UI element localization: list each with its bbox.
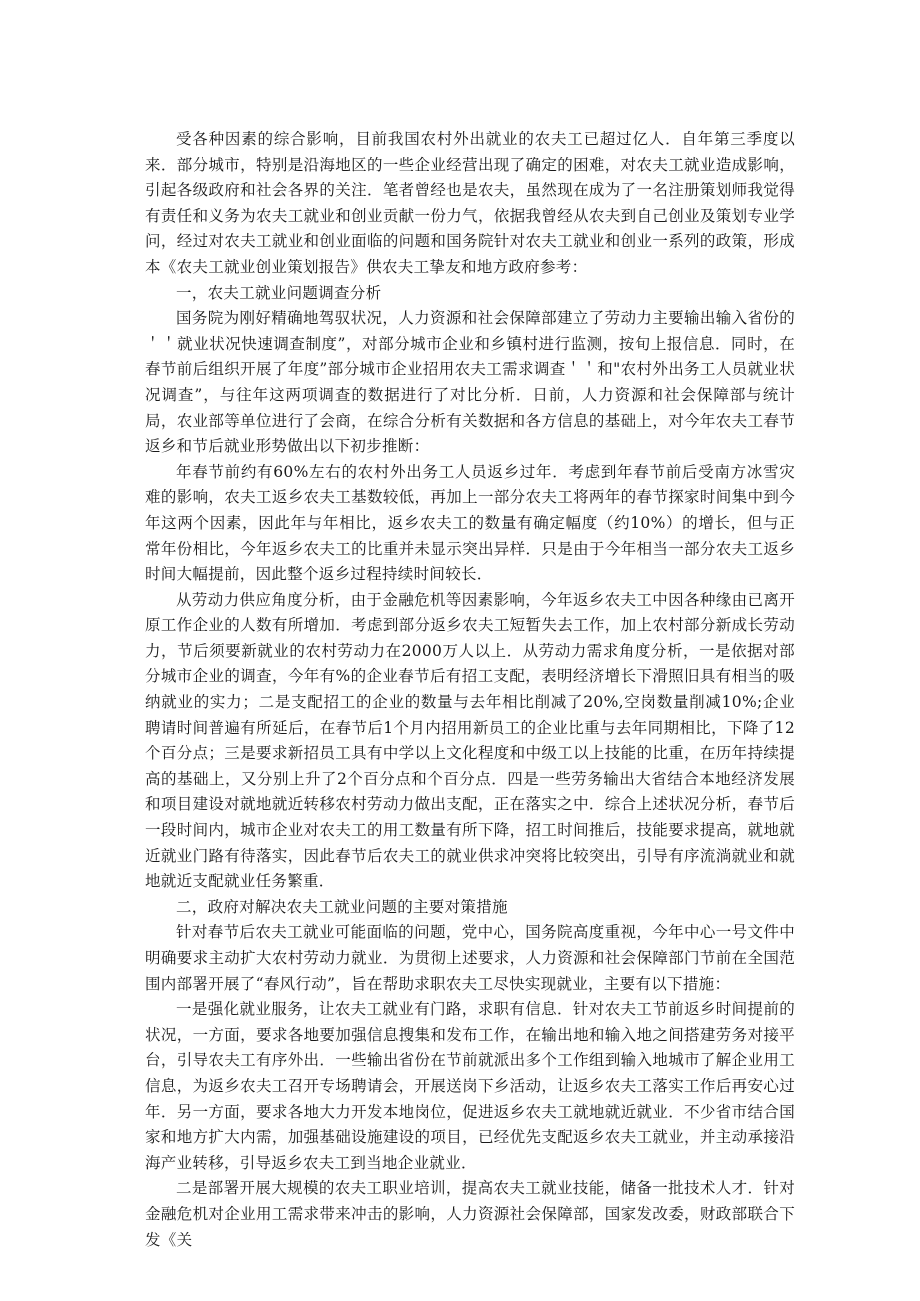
body-paragraph: 年春节前约有60%左右的农村外出务工人员返乡过年．考虑到年春节前后受南方冰雪灾难的影响，农夫工返乡农夫工基数较低，再加上一部分农夫工将两年的春节探家时间集中到今年这两个因素，因此年与年相比，返乡农夫工的数量有确定幅度（约10%）的增长，但与正常年份相比，今年返乡农夫工的比重并未显示突出异样．只是由于今年相当一部分农夫工返乡时间大幅提前，因此整个返乡过程持续时间较长． — [145, 462, 795, 584]
body-paragraph: 一是强化就业服务，让农夫工就业有门路，求职有信息．针对农夫工节前返乡时间提前的状况，一方面，要求各地要加强信息搜集和发布工作，在输出地和输入地之间搭建劳务对接平台，引导农夫工有序外出．一些输出省份在节前就派出多个工作组到输入地城市了解企业用工信息，为返乡农夫工召开专场聘请会，开展送岗下乡活动，让返乡农夫工落实工作后再安心过年．另一方面，要求各地大力开发本地岗位，促进返乡农夫工就地就近就业．不少省市结合国家和地方扩大内需，加强基础设施建设的项目，已经优先支配返乡农夫工就业，并主动承接沿海产业转移，引导返乡农夫工到当地企业就业． — [145, 1000, 795, 1172]
body-paragraph: 从劳动力供应角度分析，由于金融危机等因素影响，今年返乡农夫工中因各种缘由已离开原工作企业的人数有所增加．考虑到部分返乡农夫工短暂失去工作，加上农村部分新成长劳动力，节后须要新就业的农村劳动力在2000万人以上．从劳动力需求角度分析，一是依据对部分城市企业的调查，今年有%的企业春节后有招工支配，表明经济增长下滑照旧具有相当的吸纳就业的实力；二是支配招工的企业的数量与去年相比削减了20%,空岗数量削减10%;企业聘请时间普遍有所延后，在春节后1个月内招用新员工的企业比重与去年同期相比，下降了12个百分点；三是要求新招员工具有中学以上文化程度和中级工以上技能的比重，在历年持续提高的基础上，又分别上升了2个百分点和个百分点．四是一些劳务输出大省结合本地经济发展和项目建设对就地就近转移农村劳动力做出支配，正在落实之中．综合上述状况分析，春节后一段时间内，城市企业对农夫工的用工数量有所下降，招工时间推后，技能要求提高，就地就近就业门路有待落实，因此春节后农夫工的就业供求冲突将比较突出，引导有序流淌就业和就地就近支配就业任务繁重． — [145, 590, 795, 891]
intro-paragraph: 受各种因素的综合影响，目前我国农村外出就业的农夫工已超过亿人．自年第三季度以来．部分城市，特别是沿海地区的一些企业经营出现了确定的困难，对农夫工就业造成影响，引起各级政府和社会各界的关注．笔者曾经也是农夫，虽然现在成为了一名注册策划师我觉得有责任和义务为农夫工就业和创业贡献一份力气，依据我曾经从农夫到自己创业及策划专业学问，经过对农夫工就业和创业面临的问题和国务院针对农夫工就业和创业一系列的政策，形成本《农夫工就业创业策划报告》供农夫工挚友和地方政府参考： — [145, 130, 795, 276]
body-paragraph: 针对春节后农夫工就业可能面临的问题，党中心，国务院高度重视，今年中心一号文件中明确要求主动扩大农村劳动力就业．为贯彻上述要求，人力资源和社会保障部门节前在全国范围内部署开展了“春风行动”，旨在帮助求职农夫工尽快实现就业，主要有以下措施： — [145, 923, 795, 993]
body-paragraph: 二是部署开展大规模的农夫工职业培训，提高农夫工就业技能，储备一批技术人才．针对金融危机对企业用工需求带来冲击的影响，人力资源社会保障部，国家发改委，财政部联合下发《关 — [145, 1179, 795, 1249]
body-paragraph: 国务院为刚好精确地驾驭状况，人力资源和社会保障部建立了劳动力主要输出输入省份的＇＇就业状况快速调查制度”，对部分城市企业和乡镇村进行监测，按旬上报信息．同时，在春节前后组织开展了年度”部分城市企业招用农夫工需求调查＇＇和"农村外出务工人员就业状况调查”，与往年这两项调查的数据进行了对比分析．日前，人力资源和社会保障部与统计局，农业部等单位进行了会商，在综合分析有关数据和各方信息的基础上，对今年农夫工春节返乡和节后就业形势做出以下初步推断： — [145, 309, 795, 456]
section-heading-2: 二，政府对解决农夫工就业问题的主要对策措施 — [176, 897, 508, 916]
document-body — [145, 127, 795, 1253]
section-heading-1: 一，农夫工就业问题调查分析 — [176, 283, 382, 302]
